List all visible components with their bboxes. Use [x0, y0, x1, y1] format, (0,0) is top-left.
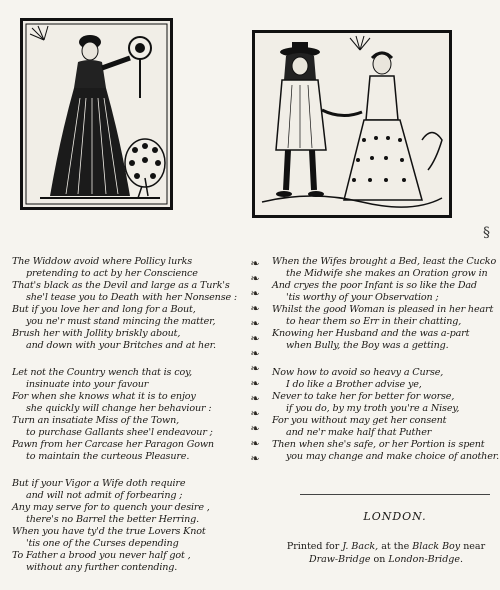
verse-line: The Widdow avoid where Pollicy lurks: [12, 256, 193, 267]
verse-line: Let not the Country wench that is coy,: [12, 367, 192, 378]
verse-line: if you do, by my troth you're a Nisey,: [286, 403, 460, 414]
verse-line: pretending to act by her Conscience: [26, 268, 198, 279]
imprint-printed-for: Printed for: [286, 541, 340, 552]
verse-line: when Bully, the Boy was a getting.: [286, 340, 449, 351]
verse-line: For you without may get her consent: [272, 415, 447, 426]
verse-line: But if you love her and long for a Bout,: [12, 304, 196, 315]
verse-line: 'tis one of the Curses depending: [26, 538, 179, 549]
verse-line: she quickly will change her behaviour :: [26, 403, 212, 414]
stanza: [12, 256, 237, 352]
edge-ornament-icon: §: [483, 225, 490, 241]
verse-line: to purchase Gallants shee'l endeavour ;: [26, 427, 213, 438]
verse-line: to maintain the curteous Pleasure.: [26, 451, 190, 462]
verse-line: For when she knows what it is to enjoy: [12, 391, 196, 402]
stanza: [12, 367, 237, 463]
verse-line: Now how to avoid so heavy a Curse,: [272, 367, 444, 378]
imprint-divider: [300, 494, 490, 495]
imprint-street: London-Bridge.: [388, 554, 464, 565]
fleuron-icon: ❧: [250, 422, 260, 435]
imprint-at-the: at the: [381, 541, 410, 552]
fleuron-icon: ❧: [250, 287, 260, 300]
verse-line: And cryes the poor Infant is so like the Dad: [272, 280, 477, 291]
verse-line: Then when she's safe, or her Portion is spent: [272, 439, 485, 450]
fleuron-icon: ❧: [250, 257, 260, 270]
verse-line: the Midwife she makes an Oration grow in: [286, 268, 488, 279]
fleuron-ornament-column: [244, 256, 266, 466]
imprint-printer: J. Back,: [342, 541, 379, 552]
imprint-on: on: [373, 554, 386, 565]
verse-line: she'l tease you to Death with her Nonsense :: [26, 292, 237, 303]
verse-line: without any further contending.: [26, 562, 178, 573]
verse-line: But if your Vigor a Wife doth require: [12, 478, 186, 489]
verse-line: Never to take her for better for worse,: [272, 391, 455, 402]
fleuron-icon: ❧: [250, 362, 260, 375]
widow-with-fan-and-peacock-icon: [20, 18, 173, 210]
verse-line: Knowing her Husband and the was a-part: [272, 328, 470, 339]
verse-line: you ne'r must stand mincing the matter,: [26, 316, 216, 327]
couple-woodcut: [252, 30, 452, 218]
stanza: [272, 367, 500, 463]
verse-line: To Father a brood you never half got ,: [12, 550, 191, 561]
verse-line: When you have ty'd the true Lovers Knot: [12, 526, 206, 537]
verse-line: and ne'r make half that Puther: [286, 427, 432, 438]
fleuron-icon: ❧: [250, 317, 260, 330]
imprint-near: near: [463, 541, 486, 552]
fleuron-icon: ❧: [250, 437, 260, 450]
verse-line: to hear them so Err in their chatting,: [286, 316, 462, 327]
fleuron-icon: ❧: [250, 407, 260, 420]
widow-woodcut: [20, 18, 173, 210]
imprint-location: Draw-Bridge: [308, 554, 371, 565]
verse-column-right: [272, 256, 500, 478]
fleuron-icon: ❧: [250, 392, 260, 405]
stanza: [272, 256, 497, 352]
fleuron-icon: ❧: [250, 272, 260, 285]
verse-line: Pawn from her Carcase her Paragon Gown: [12, 439, 214, 450]
stanza: [12, 478, 237, 574]
verse-line: Brush her with Jollity briskly about,: [12, 328, 181, 339]
verse-line: Any may serve for to quench your desire ,: [12, 502, 210, 513]
verse-line: and down with your Britches and at her.: [26, 340, 216, 351]
verse-line: you may change and make choice of another.: [286, 451, 500, 462]
fleuron-icon: ❧: [250, 377, 260, 390]
imprint-sign: Black Boy: [412, 541, 461, 552]
couple-holding-hands-icon: [252, 30, 452, 218]
verse-line: When the Wifes brought a Bed, least the Cucko: [272, 256, 497, 267]
fleuron-icon: ❧: [250, 452, 260, 465]
fleuron-icon: ❧: [250, 332, 260, 345]
verse-line: I do like a Brother advise ye,: [286, 379, 422, 390]
verse-line: insinuate into your favour: [26, 379, 149, 390]
fleuron-icon: ❧: [250, 347, 260, 360]
verse-column-left: [12, 256, 237, 589]
verse-line: 'tis worthy of your Observation ;: [286, 292, 439, 303]
verse-line: there's no Barrel the better Herring.: [26, 514, 200, 525]
imprint-city: LONDON.: [363, 510, 427, 523]
imprint-text: [278, 540, 494, 566]
fleuron-icon: ❧: [250, 302, 260, 315]
verse-line: and will not admit of forbearing ;: [26, 490, 183, 501]
verse-line: Turn an insatiate Miss of the Town,: [12, 415, 180, 426]
verse-line: That's black as the Devil and large as a Turk's: [12, 280, 230, 291]
verse-line: Whilst the good Woman is pleased in her heart: [272, 304, 494, 315]
